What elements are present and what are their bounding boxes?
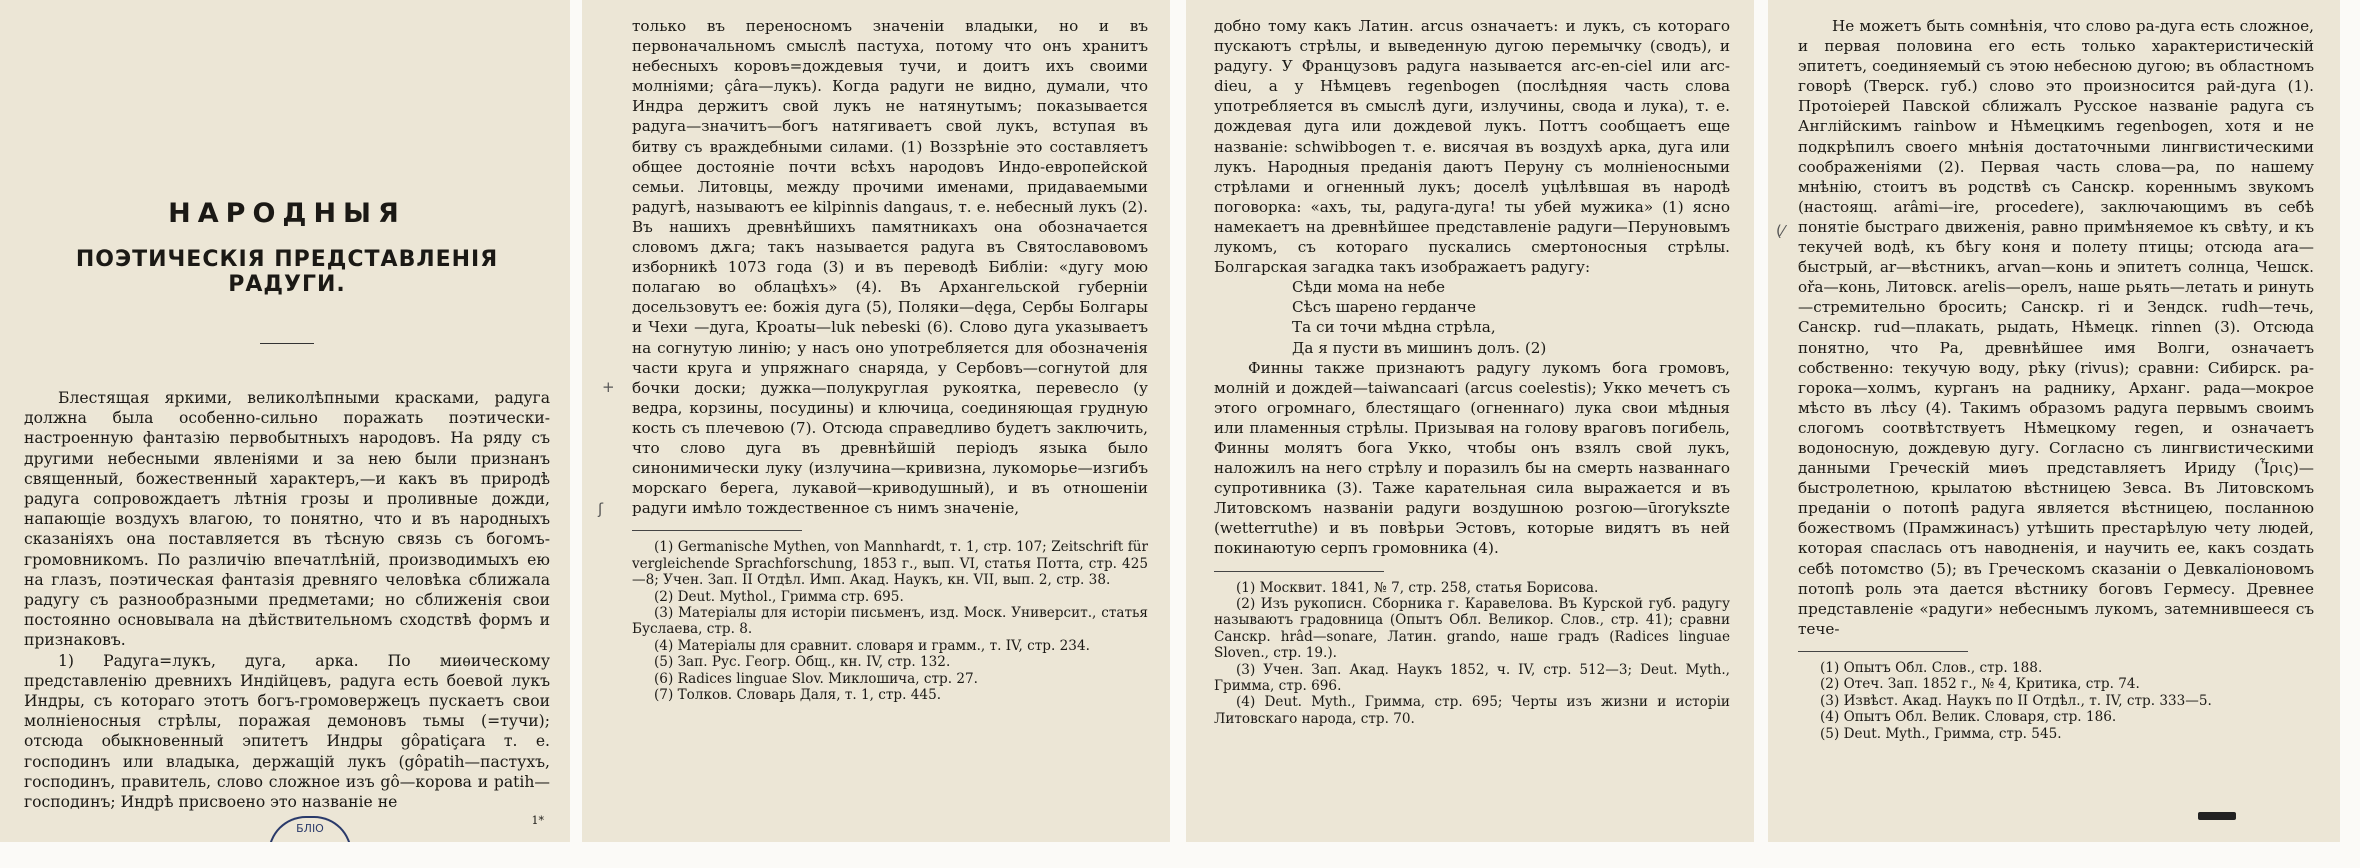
- page1-paragraph-1: Блестящая яркими, великолѣпными красками, радуга должна была особенно-сильно поражать поэтически-настроенную фантазію первобытныхъ народовъ. На ряду съ другими небесными явленіями и за нею были признанъ священный, божественный характеръ,—и какъ въ природѣ радуга сопровождаетъ лѣтнія грозы и проливные дожди, напающіе воздухъ влагою, то понятно, что и въ народныхъ сказаніяхъ она поставляется въ тѣсную связь съ богомъ-громовникомъ. По различію впечатлѣній, производимыхъ ею на глазъ, поэтическая фантазія древняго человѣка сближала радугу съ разнообразными предметами; но сближенія свои постоянно основывала на дѣйствительномъ сходствѣ формъ и признаковъ.: [24, 389, 550, 650]
- page4-paragraph-1: Не можетъ быть сомнѣнія, что слово ра-дуга есть сложное, и первая половина его есть только характеристическій эпитетъ, соединяемый съ этою небесною дугою; въ областномъ говорѣ (Тверск. губ.) слово это произносится рай-дуга (1). Протоіерей Павской сближалъ Русское названіе радуга съ Англійскимъ rainbow и Нѣмецкимъ regenbogen, хотя и не подкрѣпилъ своего мнѣнія достаточными лингвистическими соображеніями (2). Первая часть слова—ра, по нашему мнѣнію, стоитъ въ родствѣ съ Санскр. кореннымъ звукомъ (настоящ. arâmi—ire, procedere), заключающимъ въ себѣ понятіе быстраго движенія, равно примѣняемое къ свѣту, и къ текучей водѣ, къ бѣгу коня и полету птицы; отсюда ara—быстрый, ar—вѣстникъ, arvan—конь и эпитетъ солнца, Чешск. ořa—конь, Литовск. arelis—орелъ, наше рьять—летать и ринуть—стремительно бросить; Санскр. ri и Зендск. rudh—течь, Санскр. rud—плакать, рыдать, Нѣмецк. rinnen (3). Отсюда понятно, что Ра, древнѣйшее имя Волги, означаетъ собственно: текучую воду, рѣку (rivus); сравни: Сибирск. ра-горока—холмъ, курганъ на раднику, Арханг. рада—мокрое мѣсто въ лѣсу (4). Такимъ образомъ радуга первымъ своимъ слогомъ соотвѣтствуетъ Нѣмецкому regen, и означаетъ водоносную, дождевую дугу. Согласно съ лингвистическими данными Греческій миѳъ представляетъ Ириду (Ἶρις)—быстролетною, крылатою вѣстницею Зевса. Въ Литовскомъ преданіи о потопѣ радуга является вѣстницею, посланною божествомъ (Прамжинасъ) утѣшить престарѣлую чету людей, которая спаслась отъ наводненія, и научить ее, какъ создать себѣ потомство (5); въ Греческомъ сказаніи о Девкаліоновомъ потопѣ роль эта дается вѣстнику боговъ Гермесу. Древнее представленіе «радуги» небеснымъ лукомъ, затемнившееся съ тече-: [1798, 17, 2314, 638]
- poem-line: Сѣди мома на небе: [1292, 278, 1445, 297]
- page-3: [1186, 0, 1754, 842]
- page2-footnote: (3) Матеріалы для исторіи письменъ, изд. Моск. Университ., статья Буслаева, стр. 8.: [632, 604, 1148, 638]
- page4-footnote: (5) Deut. Myth., Гримма, стр. 545.: [1820, 725, 2062, 742]
- page3-paragraph-2: Финны также признаютъ радугу лукомъ бога громовъ, молній и дождей—taiwancaari (arcus coelestis); Укко мечетъ съ этого огромнаго, блестящаго (огненнаго) лука свои мѣдныя или пламенныя стрѣлы. Призывая на голову враговъ погибель, Финны молятъ бога Укко, чтобы онъ взялъ свой лукъ, наложилъ на него стрѣлу и поразилъ бы на смерть названнаго супротивника (3). Таже карательная сила выражается и въ Литовскомъ названіи радуги воздушною розгою—ūrorykszte (wetterruthe) и въ повѣрьи Эстовъ, которые видятъ въ ней покинаютую серпъ громовника (4).: [1214, 358, 1730, 558]
- poem-line: Та си точи мѣдна стрѣла,: [1292, 318, 1496, 337]
- page2-footnote: (7) Толков. Словарь Даля, т. 1, стр. 445.: [654, 687, 942, 703]
- page2-footnote: (4) Матеріалы для сравнит. словаря и грамм., т. IV, стр. 234.: [654, 637, 1090, 654]
- page3-footnote: (4) Deut. Myth., Гримма, стр. 695; Черты изъ жизни и исторіи Литовскаго народа, стр. 70.: [1214, 694, 1730, 727]
- page3-footnote: (2) Изъ рукописн. Сборника г. Каравелова. Въ Курской губ. радугу называютъ градовница (Опытъ Обл. Великор. Слов., стр. 41); сравни Санскр. hrâd—sonare, Латин. grando, наше градъ (Radices linguae Sloven., стр. 19.).: [1214, 595, 1730, 662]
- page4-footnote: (1) Опытъ Обл. Слов., стр. 188.: [1820, 659, 2043, 676]
- page2-footnote: (1) Germanische Mythen, von Mannhardt, т. 1, стр. 107; Zeitschrift für vergleichende Sprachforschung, 1853 г., вып. VI, статья Потта, стр. 425—8; Учен. Зап. II Отдѣл. Имп. Акад. Наукъ, кн. VII, вып. 2, стр. 38.: [632, 539, 1148, 589]
- ink-blot: [2198, 812, 2236, 820]
- title-rule: [260, 343, 314, 344]
- page4-footnote: (3) Извѣст. Акад. Наукъ по II Отдѣл., т. IV, стр. 333—5.: [1820, 692, 2212, 709]
- margin-pencil-mark: (⁄: [1776, 222, 1785, 240]
- page2-footnote: (2) Deut. Mythol., Гримма стр. 695.: [654, 588, 904, 605]
- poem-line: Да я пусти въ мишинъ долъ. (2): [1292, 338, 1547, 357]
- page-1: [0, 0, 570, 842]
- bulgarian-riddle-poem: [1292, 277, 1730, 357]
- page2-paragraph-1: только въ переносномъ значеніи владыки, но и въ первоначальномъ смыслѣ пастуха, потому что онъ хранитъ небесныхъ коровъ=дождевыя тучи, и доитъ ихъ своими молніями; çâra—лукъ). Когда радуги не видно, думали, что Индра держитъ свой лукъ не натянутымъ; показывается радуга—значитъ—богъ натягиваетъ свой лукъ, вступая въ битву съ враждебными силами. (1) Воззрѣніе это составляетъ общее достояніе почти всѣхъ народовъ Индо-европейской семьи. Литовцы, между прочими именами, придаваемыми радугѣ, называютъ ее kilpinnis dangaus, т. е. небесный лукъ (2). Въ нашихъ древнѣйшихъ памятникахъ она обозначается словомъ дѫга; такъ называется радуга въ Святославовомъ изборникѣ 1073 года (3) и въ переводѣ Библіи: «дугу мою полагаю во облацѣхъ» (4). Въ Архангельской губерніи досельзовутъ ее: божія дуга (5), Поляки—dęga, Сербы Болгары и Чехи —дуга, Кроаты—luk nebeski (6). Слово дуга указываетъ на согнутую линію; у насъ оно употребляется для обозначенія части круга и упряжнаго снаряда, у Сербовъ—согнутой для бочки доски; дужка—полукруглая рукоятка, перевесло (у ведра, корзины, посудины) и ключица, соединяющая грудную кость съ плечевою (7). Отсюда справедливо будетъ заключить, что слово дуга въ древнѣйшій періодъ языка было синонимически луку (излучина—кривизна, лукоморье—изгибъ морскаго берега, лукавой—криводушный), и въ отношеніи радуги имѣло тождественное съ нимъ значеніе,: [632, 17, 1148, 518]
- page-2: [582, 0, 1170, 842]
- page2-footnote: (6) Radices linguae Slov. Миклошича, стр. 27.: [654, 670, 978, 687]
- library-stamp: БЛІО: [268, 816, 352, 842]
- page4-footnote: (2) Отеч. Зап. 1852 г., № 4, Критика, стр. 74.: [1820, 676, 2140, 693]
- footnote-rule: [1798, 651, 1968, 652]
- poem-line: Сѣсъ шарено герданче: [1292, 298, 1476, 317]
- footnote-rule: [1214, 571, 1384, 572]
- page2-footnote: (5) Зап. Рус. Геогр. Общ., кн. IV, стр. 132.: [654, 654, 951, 671]
- page3-paragraph-1: добно тому какъ Латин. arcus означаетъ: и лукъ, съ котораго пускаютъ стрѣлы, и выведенную дугою перемычку (сводъ), и радугу. У Французовъ радуга называется arc-en-ciel или arc-dieu, а у Нѣмцевъ regenbogen (послѣдняя часть слова употребляется въ смыслѣ дуги, излучины, свода и лука), т. е. дождевая дуга или дождевой лукъ. Поттъ сообщаетъ еще названіе: schwibbogen т. е. висячая въ воздухѣ арка, дуга или лукъ. Народныя преданія даютъ Перуну съ молніеносными стрѣлами и огненный лукъ; доселѣ уцѣлѣвшая въ народѣ поговорка: «ахъ, ты, радуга-дуга! ты убей мужика» (1) ясно намекаетъ на древнѣйшее представленіе радуги—Перуновымъ лукомъ, съ котораго пускались смертоносныя стрѣлы. Болгарская загадка такъ изображаетъ радугу:: [1214, 17, 1730, 277]
- title-line-2: ПОЭТИЧЕСКІЯ ПРЕДСТАВЛЕНІЯ РАДУГИ.: [75, 247, 499, 297]
- page1-paragraph-2: 1) Радуга=лукъ, дуга, арка. По миѳическому представленію древнихъ Индійцевъ, радуга есть боевой лукъ Индры, съ котораго этотъ богъ-громовержецъ пускаетъ свои молніеносныя стрѣлы, поражая демоновъ тьмы (=тучи); отсюда обыкновенный эпитетъ Индры gôpatiçara т. е. господинъ или владыка, держащій лукъ (gôpatih—пастухъ, господинъ, правитель, слово сложное изъ gô—корова и patih—господинъ; Индрѣ присвоено это названіе не: [24, 651, 550, 812]
- page3-footnote: (1) Москвит. 1841, № 7, стр. 258, статья Борисова.: [1236, 579, 1599, 596]
- margin-pencil-mark: ʃ: [598, 500, 604, 518]
- footnote-rule: [632, 530, 802, 531]
- title-line-1: НАРОДНЫЯ: [168, 198, 406, 229]
- page4-footnote: (4) Опытъ Обл. Велик. Словаря, стр. 186.: [1820, 709, 2117, 726]
- signature-mark: 1*: [531, 814, 544, 828]
- page3-footnote: (3) Учен. Зап. Акад. Наукъ 1852, ч. IV, стр. 512—3; Deut. Myth., Гримма, стр. 696.: [1214, 661, 1730, 694]
- page-4: [1768, 0, 2340, 842]
- margin-pencil-mark: +: [602, 378, 615, 396]
